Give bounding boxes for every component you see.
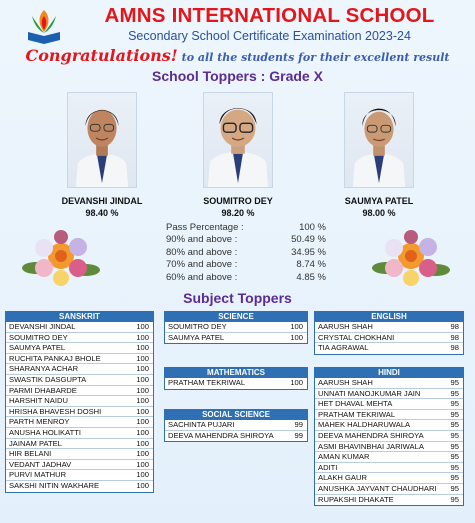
student-score: 100 bbox=[136, 470, 149, 480]
table-row bbox=[6, 333, 153, 344]
student-name: AMAN KUMAR bbox=[318, 452, 370, 462]
flower-bouquet-right bbox=[370, 228, 452, 292]
student-score: 100 bbox=[136, 396, 149, 406]
student-score: 95 bbox=[450, 483, 459, 493]
topper-name-2: SOUMITRO DEY bbox=[203, 196, 273, 206]
student-name: PURVI MATHUR bbox=[9, 470, 67, 480]
student-score: 95 bbox=[450, 388, 459, 398]
table-row bbox=[165, 322, 307, 333]
table-row bbox=[6, 460, 153, 471]
student-name: SWASTIK DASGUPTA bbox=[9, 374, 87, 384]
student-score: 98 bbox=[450, 343, 459, 353]
table-row bbox=[6, 428, 153, 439]
student-name: SACHINTA PUJARI bbox=[168, 420, 235, 429]
school-logo bbox=[22, 2, 66, 46]
student-name: MAHEK HALDHARUWALA bbox=[318, 420, 411, 430]
student-name: ASMI BHAVINBHAI JARIWALA bbox=[318, 441, 424, 451]
student-score: 95 bbox=[450, 494, 459, 504]
student-name: PARMI DHABARDE bbox=[9, 385, 77, 395]
student-name: DEEVA MAHENDRA SHIROYA bbox=[168, 430, 274, 440]
mathematics-table bbox=[164, 367, 308, 390]
table-row bbox=[315, 399, 463, 410]
stat-value: 8.74 % bbox=[296, 259, 326, 271]
science-table bbox=[164, 311, 308, 344]
table-header: SCIENCE bbox=[165, 312, 307, 322]
student-name: HET DHAVAL MEHTA bbox=[318, 399, 393, 409]
stat-value: 100 % bbox=[299, 222, 326, 233]
stat-label: 70% and above : bbox=[166, 259, 238, 271]
table-row bbox=[6, 375, 153, 386]
student-name: PARTH MENROY bbox=[9, 417, 70, 427]
table-row bbox=[165, 431, 307, 442]
topper-score-1: 98.40 % bbox=[85, 208, 119, 218]
table-row bbox=[315, 389, 463, 400]
table-row bbox=[315, 410, 463, 421]
topper-photo-2 bbox=[203, 92, 273, 188]
student-score: 98 bbox=[450, 332, 459, 342]
student-name: ANUSHA HOLIKATTI bbox=[9, 427, 82, 437]
student-name: RUCHITA PANKAJ BHOLE bbox=[9, 353, 101, 363]
student-name: DEVANSHI JINDAL bbox=[9, 322, 76, 331]
school-toppers-heading: School Toppers : Grade X bbox=[152, 68, 323, 84]
table-row bbox=[6, 439, 153, 450]
table-header: SOCIAL SCIENCE bbox=[165, 410, 307, 420]
student-score: 100 bbox=[136, 343, 149, 353]
student-score: 100 bbox=[136, 438, 149, 448]
student-score: 100 bbox=[136, 385, 149, 395]
stat-row bbox=[166, 234, 326, 246]
student-name: DEEVA MAHENDRA SHIROYA bbox=[318, 430, 424, 440]
subject-toppers-heading: Subject Toppers bbox=[183, 290, 292, 306]
table-row bbox=[315, 484, 463, 495]
student-score: 95 bbox=[450, 399, 459, 409]
student-score: 100 bbox=[136, 427, 149, 437]
student-name: ADITI bbox=[318, 462, 338, 472]
student-name: AARUSH SHAH bbox=[318, 322, 373, 331]
congratulations-message: to all the students for their excellent result bbox=[177, 51, 450, 64]
student-name: ALAKH GAUR bbox=[318, 473, 367, 483]
student-score: 100 bbox=[136, 374, 149, 384]
student-name: VEDANT JADHAV bbox=[9, 459, 72, 469]
table-row bbox=[6, 322, 153, 333]
student-name: SOUMITRO DEY bbox=[168, 322, 227, 331]
student-score: 95 bbox=[450, 378, 459, 387]
student-score: 95 bbox=[450, 409, 459, 419]
student-score: 100 bbox=[290, 378, 303, 387]
exam-title: Secondary School Certificate Examination 2023-24 bbox=[128, 29, 411, 43]
student-score: 99 bbox=[294, 430, 303, 440]
table-header: MATHEMATICS bbox=[165, 368, 307, 378]
student-name: AARUSH SHAH bbox=[318, 378, 373, 387]
table-row bbox=[165, 378, 307, 389]
hindi-table bbox=[314, 367, 464, 506]
school-name: AMNS INTERNATIONAL SCHOOL bbox=[104, 4, 435, 27]
student-name: SAUMYA PATEL bbox=[9, 343, 66, 353]
table-header: ENGLISH bbox=[315, 312, 463, 322]
congratulations-line bbox=[0, 46, 475, 66]
stat-label: 80% and above : bbox=[166, 246, 238, 258]
student-name: HIR BELANI bbox=[9, 449, 52, 459]
student-score: 100 bbox=[290, 332, 303, 342]
student-name: SOUMITRO DEY bbox=[9, 332, 68, 342]
student-name: HRISHA BHAVESH DOSHI bbox=[9, 406, 102, 416]
table-row bbox=[315, 452, 463, 463]
stat-value: 50.49 % bbox=[291, 234, 326, 246]
topper-name-1: DEVANSHI JINDAL bbox=[61, 196, 143, 206]
student-name: SAKSHI NITIN WAKHARE bbox=[9, 480, 100, 490]
student-score: 100 bbox=[136, 322, 149, 331]
student-name: JAINAM PATEL bbox=[9, 438, 62, 448]
table-row bbox=[315, 495, 463, 506]
student-score: 100 bbox=[136, 417, 149, 427]
table-row bbox=[6, 386, 153, 397]
english-table bbox=[314, 311, 464, 355]
table-row bbox=[315, 378, 463, 389]
table-row bbox=[165, 420, 307, 431]
table-row bbox=[315, 473, 463, 484]
student-score: 95 bbox=[450, 420, 459, 430]
student-score: 95 bbox=[450, 430, 459, 440]
stat-row bbox=[166, 272, 326, 284]
student-score: 100 bbox=[290, 322, 303, 331]
student-score: 100 bbox=[136, 449, 149, 459]
student-score: 98 bbox=[450, 322, 459, 331]
student-score: 95 bbox=[450, 473, 459, 483]
student-name: PRATHAM TEKRIWAL bbox=[168, 378, 246, 387]
result-statistics bbox=[166, 222, 326, 284]
stat-row bbox=[166, 222, 326, 234]
table-row bbox=[315, 431, 463, 442]
student-name: UNNATI MANOJKUMAR JAIN bbox=[318, 388, 421, 398]
student-name: RUPAKSHI DHAKATE bbox=[318, 494, 394, 504]
student-score: 95 bbox=[450, 462, 459, 472]
student-score: 100 bbox=[136, 406, 149, 416]
table-row bbox=[315, 420, 463, 431]
table-header: SANSKRIT bbox=[6, 312, 153, 322]
student-name: SAUMYA PATEL bbox=[168, 332, 225, 342]
table-row bbox=[6, 407, 153, 418]
student-name: PRATHAM TEKRIWAL bbox=[318, 409, 396, 419]
table-row bbox=[165, 333, 307, 344]
table-row bbox=[315, 322, 463, 333]
topper-score-3: 98.00 % bbox=[362, 208, 396, 218]
student-name: HARSHIT NAIDU bbox=[9, 396, 68, 406]
student-name: CRYSTAL CHOKHANI bbox=[318, 332, 395, 342]
student-name: ANUSHKA JAYVANT CHAUDHARI bbox=[318, 483, 437, 493]
stat-row bbox=[166, 247, 326, 259]
table-row bbox=[6, 396, 153, 407]
flower-bouquet-left bbox=[20, 228, 102, 292]
topper-photo-1 bbox=[67, 92, 137, 188]
topper-score-2: 98.20 % bbox=[221, 208, 255, 218]
student-score: 100 bbox=[136, 480, 149, 490]
table-row bbox=[315, 333, 463, 344]
student-score: 100 bbox=[136, 353, 149, 363]
sanskrit-table bbox=[5, 311, 154, 493]
social-science-table bbox=[164, 409, 308, 442]
stat-label: 90% and above : bbox=[166, 234, 238, 246]
stat-value: 4.85 % bbox=[296, 271, 326, 283]
table-row bbox=[6, 343, 153, 354]
table-row bbox=[6, 364, 153, 375]
table-row bbox=[6, 449, 153, 460]
student-name: SHARANYA ACHAR bbox=[9, 364, 79, 374]
student-score: 100 bbox=[136, 459, 149, 469]
table-row bbox=[6, 417, 153, 428]
stat-value: 34.95 % bbox=[291, 246, 326, 258]
student-score: 95 bbox=[450, 441, 459, 451]
stat-label: 60% and above : bbox=[166, 271, 238, 283]
topper-name-3: SAUMYA PATEL bbox=[344, 196, 414, 206]
table-row bbox=[6, 354, 153, 365]
table-row bbox=[315, 442, 463, 453]
stat-label: Pass Percentage : bbox=[166, 222, 244, 233]
topper-photo-3 bbox=[344, 92, 414, 188]
student-name: TIA AGRAWAL bbox=[318, 343, 369, 353]
table-row bbox=[6, 481, 153, 492]
stat-row bbox=[166, 259, 326, 271]
table-row bbox=[315, 343, 463, 354]
student-score: 95 bbox=[450, 452, 459, 462]
student-score: 99 bbox=[294, 420, 303, 429]
table-row bbox=[315, 463, 463, 474]
congratulations-word: Congratulations! bbox=[25, 46, 178, 65]
table-row bbox=[6, 470, 153, 481]
student-score: 100 bbox=[136, 332, 149, 342]
table-header: HINDI bbox=[315, 368, 463, 378]
student-score: 100 bbox=[136, 364, 149, 374]
